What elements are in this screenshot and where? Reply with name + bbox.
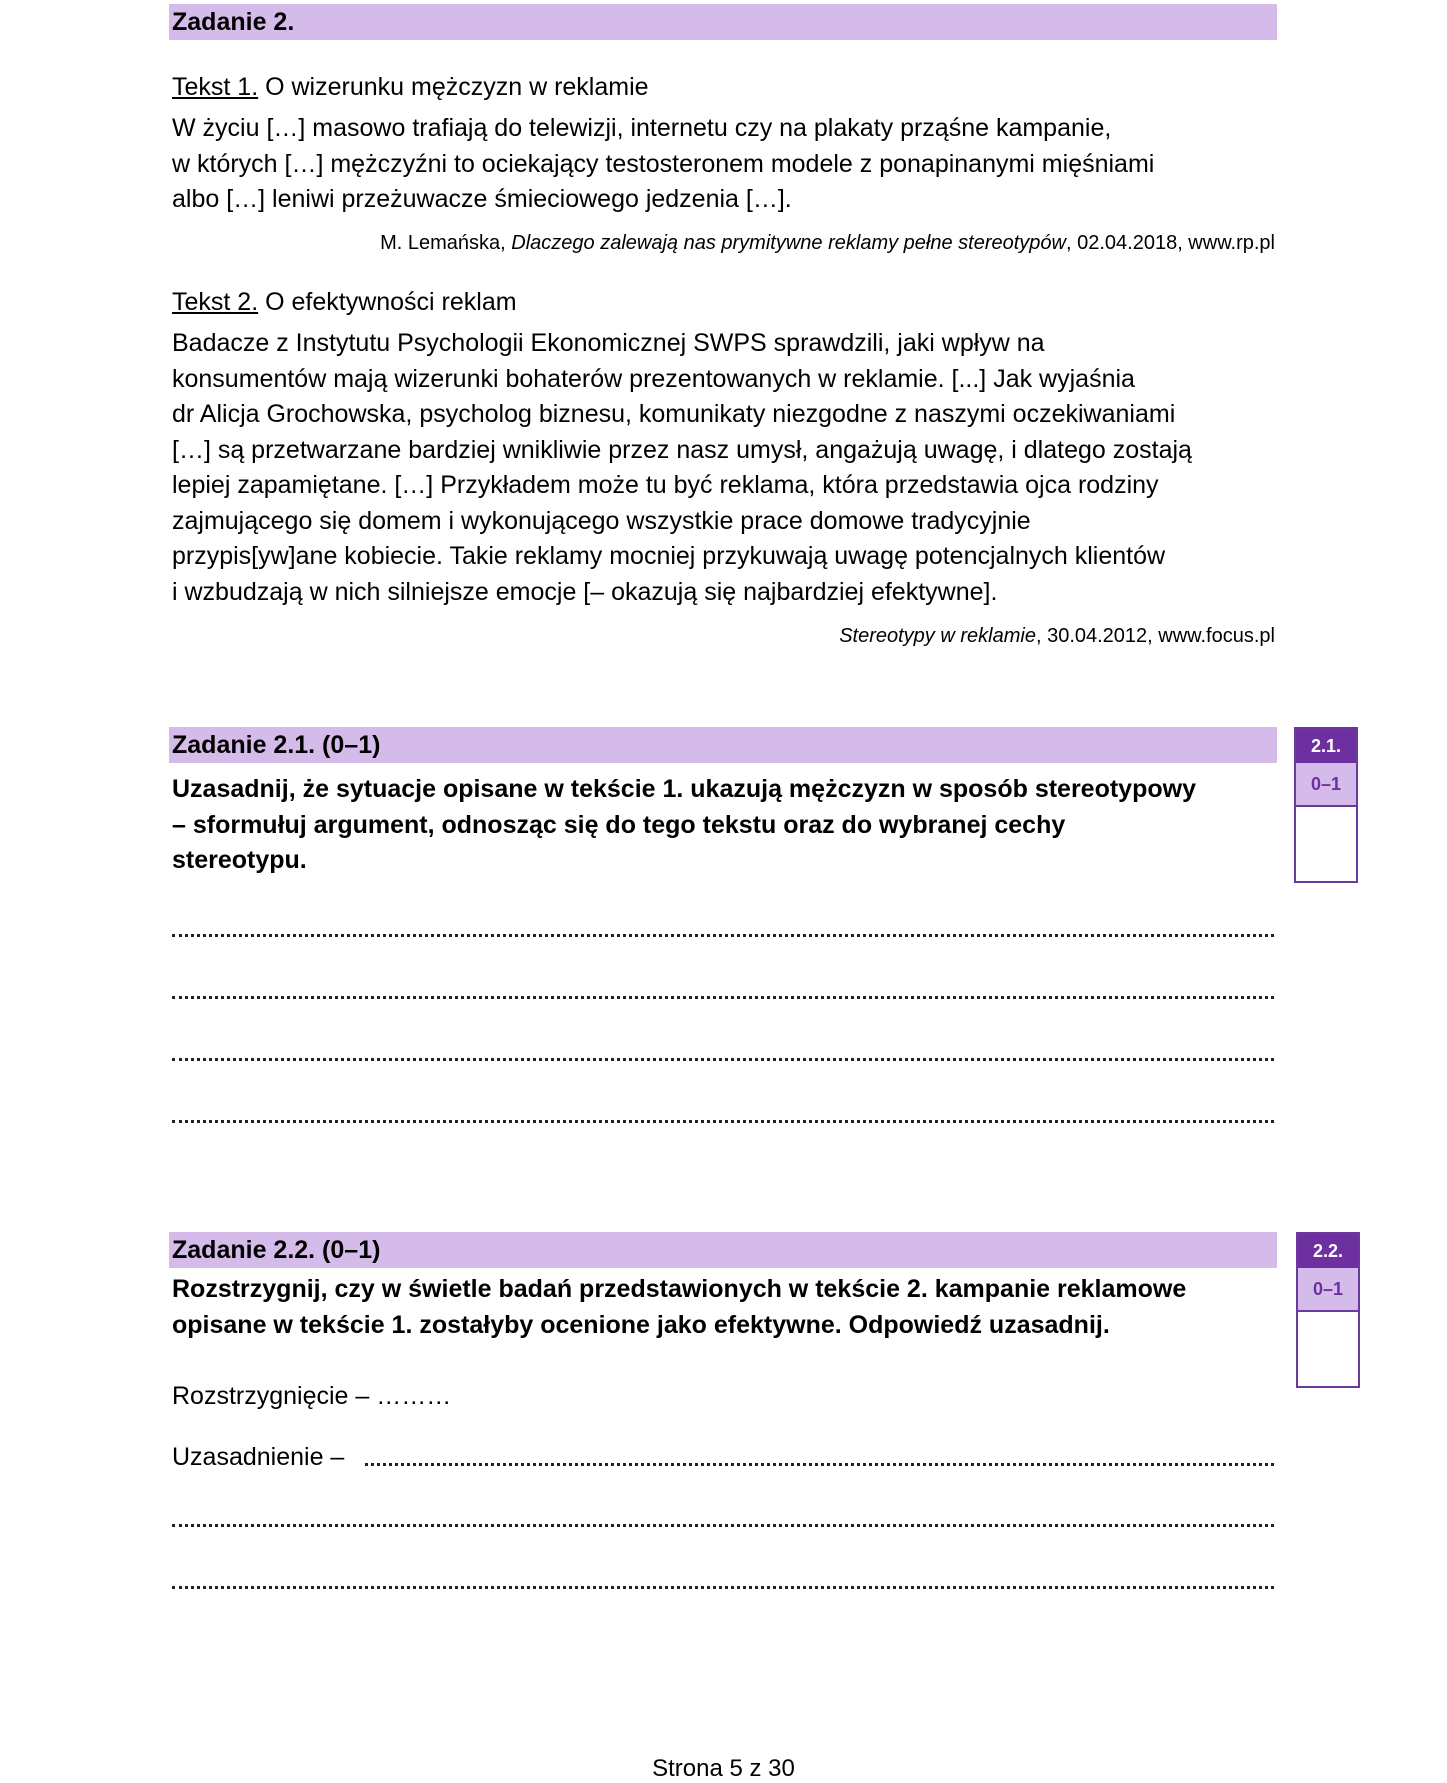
text2-heading: [172, 287, 517, 317]
text2-line: i wzbudzają w nich silniejsze emocje [– okazują się najbardziej efektywne].: [172, 577, 998, 606]
text2-body: [172, 326, 1280, 610]
text1-line: W życiu […] masowo trafiają do telewizji, internetu czy na plakaty prząśne kampanie,: [172, 114, 1112, 142]
task21-score-id: 2.1.: [1296, 729, 1356, 763]
task21-answer-line[interactable]: [172, 988, 1274, 999]
task22-question: [172, 1272, 1280, 1343]
task21-title: Zadanie 2.1. (0–1): [169, 727, 1277, 763]
text1-source-author: M. Lemańska,: [380, 232, 512, 254]
task21-score-box: [1294, 727, 1358, 883]
text1-source-title: Dlaczego zalewają nas prymitywne reklamy pełne stereotypów: [511, 232, 1066, 254]
text1-heading: [172, 72, 649, 102]
task21-question-line: stereotypu.: [172, 846, 307, 874]
task22-score-points: 0–1: [1298, 1268, 1358, 1312]
text2-line: Badacze z Instytutu Psychologii Ekonomicznej SWPS sprawdzili, jaki wpływ na: [172, 329, 1045, 357]
task22-score-id: 2.2.: [1298, 1234, 1358, 1268]
task21-answer-line[interactable]: [172, 1112, 1274, 1123]
text2-source-rest: , 30.04.2012, www.focus.pl: [1035, 625, 1275, 647]
task21-answer-line[interactable]: [172, 1050, 1274, 1061]
text1-source: [380, 230, 1275, 256]
text2-source-title: Stereotypy w reklamie: [839, 625, 1036, 647]
text1-body: [172, 111, 1280, 218]
task21-answer-line[interactable]: [172, 926, 1274, 937]
text2-source: [839, 623, 1275, 649]
task22-question-line: Rozstrzygnij, czy w świetle badań przedstawionych w tekście 2. kampanie reklamowe: [172, 1275, 1187, 1303]
task-title: Zadanie 2.: [169, 4, 1277, 40]
text2-title: O efektywności reklam: [265, 288, 517, 316]
text2-line: zajmującego się domem i wykonującego wszystkie prace domowe tradycyjnie: [172, 506, 1031, 535]
text1-title: O wizerunku mężczyzn w reklamie: [265, 73, 649, 101]
task21-question-line: – sformułuj argument, odnosząc się do tego tekstu oraz do wybranej cechy: [172, 810, 1066, 839]
task21-question-line: Uzasadnij, że sytuacje opisane w tekście 1. ukazują mężczyzn w sposób stereotypowy: [172, 775, 1196, 803]
text2-line: lepiej zapamiętane. […] Przykładem może tu być reklama, która przedstawia ojca rodziny: [172, 471, 1159, 499]
task22-score-box: [1296, 1232, 1360, 1388]
text1-line: w których […] mężczyźni to ociekający testosteronem modele z ponapinanymi mięśniami: [172, 149, 1155, 178]
task22-answer-line[interactable]: [365, 1455, 1274, 1466]
task22-answer-line[interactable]: [172, 1578, 1274, 1589]
text2-line: […] są przetwarzane bardziej wnikliwie przez nasz umysł, angażują uwagę, i dlatego zostają: [172, 435, 1192, 464]
text1-source-rest: , 02.04.2018, www.rp.pl: [1065, 232, 1275, 254]
task22-justification-label: Uzasadnienie –: [172, 1443, 345, 1471]
task22-score-field[interactable]: [1298, 1312, 1358, 1386]
task22-question-line: opisane w tekście 1. zostałyby ocenione jako efektywne. Odpowiedź uzasadnij.: [172, 1310, 1110, 1339]
text1-tag: Tekst 1.: [172, 73, 259, 101]
task22-answer-line[interactable]: [172, 1516, 1274, 1527]
page-number: Strona 5 z 30: [652, 1755, 795, 1782]
task21-question: [172, 772, 1280, 879]
text2-line: konsumentów mają wizerunki bohaterów prezentowanych w reklamie. [...] Jak wyjaśnia: [172, 364, 1135, 393]
text2-line: dr Alicja Grochowska, psycholog biznesu, komunikaty niezgodne z naszymi oczekiwaniami: [172, 400, 1176, 428]
task21-score-points: 0–1: [1296, 763, 1356, 807]
text2-line: przypis[yw]ane kobiecie. Takie reklamy mocniej przykuwają uwagę potencjalnych klientów: [172, 542, 1166, 570]
text1-line: albo […] leniwi przeżuwacze śmieciowego jedzenia […].: [172, 185, 792, 213]
task21-score-field[interactable]: [1296, 807, 1356, 881]
task22-title: Zadanie 2.2. (0–1): [169, 1232, 1277, 1268]
text2-tag: Tekst 2.: [172, 288, 259, 316]
task22-decision-label[interactable]: Rozstrzygnięcie – ………: [172, 1382, 452, 1410]
